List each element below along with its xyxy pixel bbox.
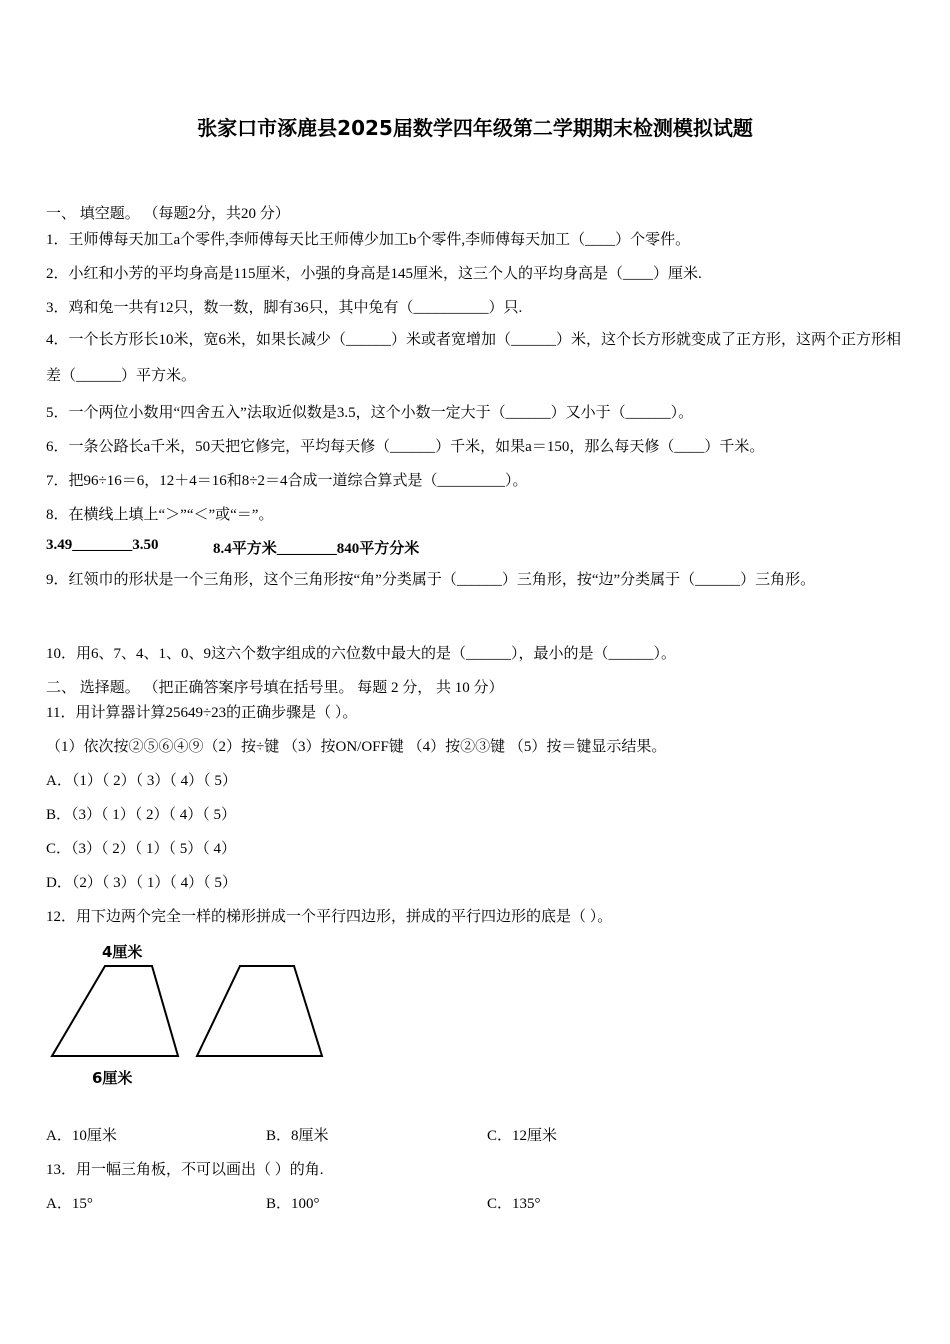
question-3: 3．鸡和兔一共有12只，数一数，脚有36只，其中兔有（__________）只. [46, 300, 523, 316]
question-12-option-a: A．10厘米 [46, 1128, 117, 1144]
question-12: 12．用下边两个完全一样的梯形拼成一个平行四边形，拼成的平行四边形的底是（ ）。 [46, 909, 613, 925]
question-13: 13．用一幅三角板，不可以画出（ ）的角. [46, 1162, 324, 1178]
page-title: 张家口市涿鹿县2025届数学四年级第二学期期末检测模拟试题 [197, 116, 753, 140]
question-1: 1．王师傅每天加工a个零件,李师傅每天比王师傅少加工b个零件,李师傅每天加工（____）个零件。 [46, 232, 691, 248]
question-10: 10．用6、7、4、1、0、9这六个数字组成的六位数中最大的是（______），最小的是（______）。 [46, 646, 677, 662]
question-6: 6．一条公路长a千米，50天把它修完，平均每天修（______）千米，如果a＝150，那么每天修（____）千米。 [46, 439, 765, 455]
trapezoid-left [52, 966, 178, 1056]
trapezoid-figure [40, 935, 340, 1090]
question-7: 7．把96÷16＝6，12＋4＝16和8÷2＝4合成一道综合算式是（_________）。 [46, 473, 528, 489]
section-1-heading: 一、 填空题。 （每题2分，共20 分） [46, 206, 290, 222]
question-13-option-c: C．135° [487, 1196, 541, 1212]
question-8-compare-a: 3.49________3.50 [46, 537, 159, 553]
question-11-option-a: A．（1）（ 2）（ 3）（ 4）（ 5） [46, 773, 237, 789]
question-11-option-c: C．（3）（ 2）（ 1）（ 5）（ 4） [46, 841, 237, 857]
question-2: 2．小红和小芳的平均身高是115厘米，小强的身高是145厘米，这三个人的平均身高是（____）厘米. [46, 266, 702, 282]
section-2-heading: 二、 选择题。 （把正确答案序号填在括号里。 每题 2 分， 共 10 分） [46, 680, 504, 696]
question-9: 9．红领巾的形状是一个三角形，这个三角形按“角”分类属于（______）三角形，按“边”分类属于（______）三角形。 [46, 572, 816, 588]
question-4: 4．一个长方形长10米，宽6米，如果长减少（______）米或者宽增加（______）米，这个长方形就变成了正方形，这两个正方形相差（______）平方米。 [46, 332, 902, 384]
question-13-option-a: A．15° [46, 1196, 93, 1212]
question-11-option-b: B．（3）（ 1）（ 2）（ 4）（ 5） [46, 807, 237, 823]
figure-bottom-label: 6厘米 [92, 1069, 133, 1087]
question-13-option-b: B．100° [266, 1196, 320, 1212]
question-11-steps: （1）依次按②⑤⑥④⑨（2）按÷键 （3）按ON/OFF键 （4）按②③键 （5）按＝键显示结果。 [46, 739, 667, 755]
figure-top-label: 4厘米 [102, 943, 143, 961]
question-8: 8．在横线上填上“＞”“＜”或“＝”。 [46, 507, 274, 523]
question-8-compare-b: 8.4平方米________840平方分米 [213, 541, 420, 557]
trapezoid-right [197, 966, 322, 1056]
question-12-option-c: C．12厘米 [487, 1128, 558, 1144]
question-11: 11．用计算器计算25649÷23的正确步骤是（ ）。 [46, 705, 358, 721]
question-5: 5．一个两位小数用“四舍五入”法取近似数是3.5，这个小数一定大于（______）又小于（______）。 [46, 405, 694, 421]
question-11-option-d: D．（2）（ 3）（ 1）（ 4）（ 5） [46, 875, 237, 891]
question-12-option-b: B．8厘米 [266, 1128, 329, 1144]
